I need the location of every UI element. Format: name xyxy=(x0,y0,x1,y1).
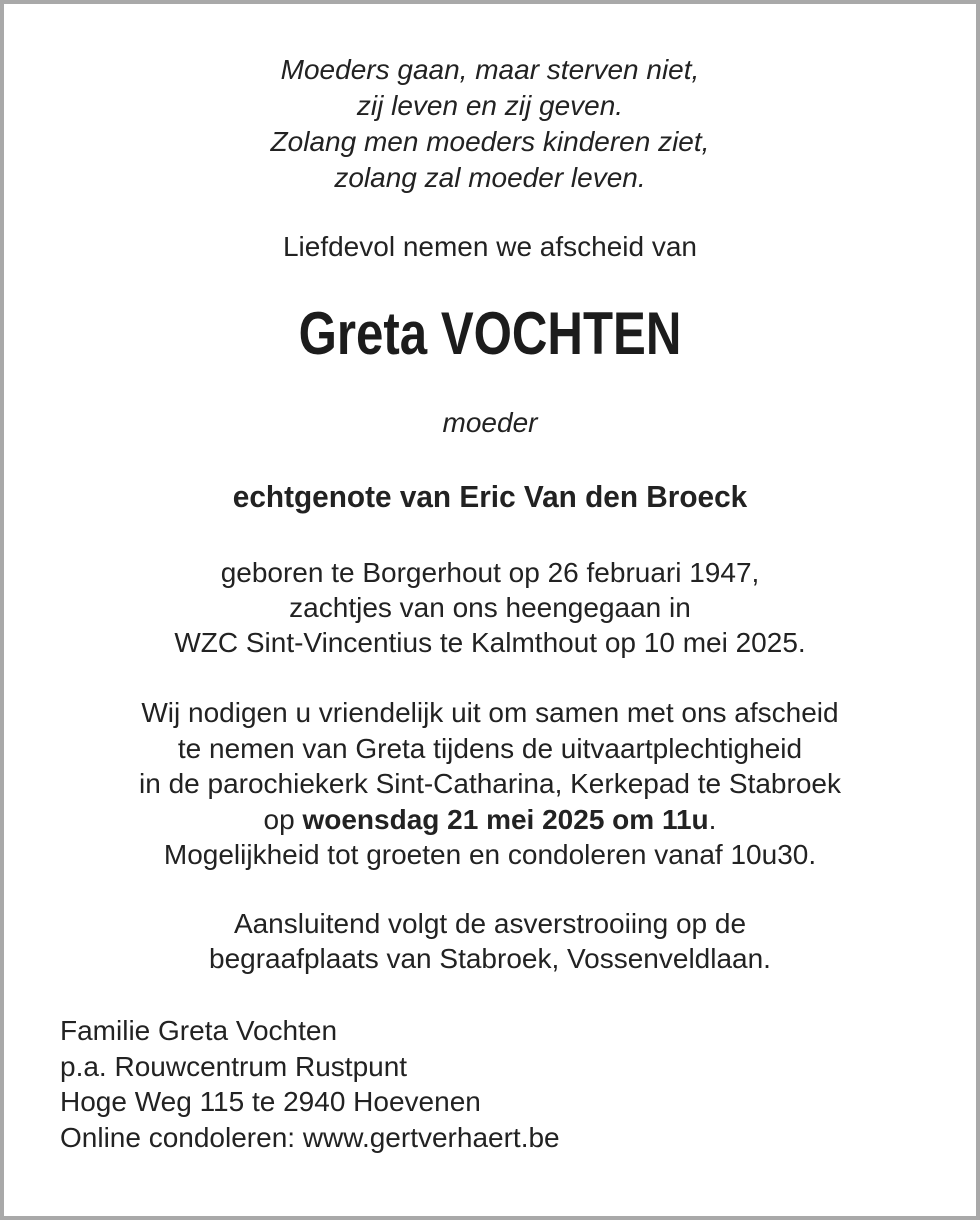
service-line: Wij nodigen u vriendelijk uit om samen met ons afscheid xyxy=(141,697,839,728)
scattering-info xyxy=(0,906,980,976)
poem-line: Zolang men moeders kinderen ziet, xyxy=(270,126,710,157)
contact-block xyxy=(60,1013,560,1155)
poem-line: zolang zal moeder leven. xyxy=(334,162,646,193)
service-date: woensdag 21 mei 2025 om 11u xyxy=(302,803,709,835)
service-info xyxy=(0,695,980,873)
service-line: in de parochiekerk Sint-Catharina, Kerkepad te Stabroek xyxy=(139,768,841,799)
contact-address: Hoge Weg 115 te 2940 Hoevenen xyxy=(60,1086,481,1117)
spouse-line: echtgenote van Eric Van den Broeck xyxy=(232,479,748,514)
service-date-prefix: op xyxy=(263,803,303,835)
birth-death-info xyxy=(0,555,980,660)
scattering-line: begraafplaats van Stabroek, Vossenveldlaan. xyxy=(209,943,771,974)
poem xyxy=(0,52,980,196)
service-line: te nemen van Greta tijdens de uitvaartplechtigheid xyxy=(177,732,803,764)
service-date-line xyxy=(0,802,980,838)
contact-funeral-home: p.a. Rouwcentrum Rustpunt xyxy=(60,1050,408,1082)
deceased-name: Greta VOCHTEN xyxy=(298,300,682,367)
birth-death-line: geboren te Borgerhout op 26 februari 1947, xyxy=(220,557,760,588)
service-line: Mogelijkheid tot groeten en condoleren vanaf 10u30. xyxy=(163,839,817,870)
poem-line: Moeders gaan, maar sterven niet, xyxy=(280,54,700,85)
scattering-line: Aansluitend volgt de asverstrooiing op de xyxy=(233,908,747,939)
intro-text: Liefdevol nemen we afscheid van xyxy=(282,231,698,262)
birth-death-line: WZC Sint-Vincentius te Kalmthout op 10 mei 2025. xyxy=(174,627,806,658)
birth-death-line: zachtjes van ons heengegaan in xyxy=(289,592,691,623)
contact-online-condolences: Online condoleren: www.gertverhaert.be xyxy=(60,1121,560,1153)
service-date-suffix: . xyxy=(708,803,717,835)
contact-family: Familie Greta Vochten xyxy=(60,1015,338,1046)
deceased-role: moeder xyxy=(442,407,538,438)
poem-line: zij leven en zij geven. xyxy=(356,90,624,121)
